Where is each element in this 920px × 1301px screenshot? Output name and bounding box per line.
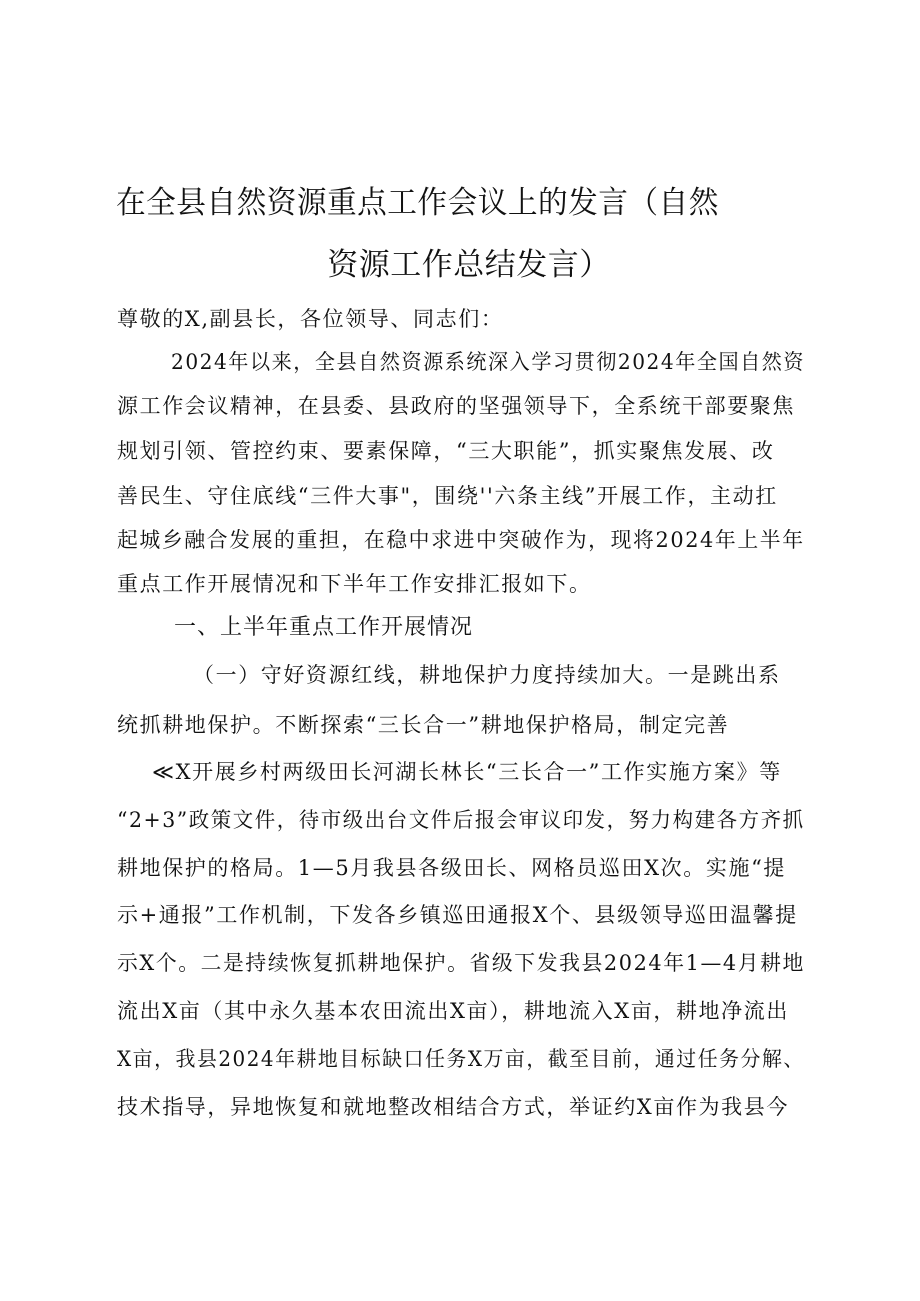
para1-line-3: 规划引领、管控约束、要素保障，“三大职能”，抓实聚焦发展、改 [117, 439, 775, 463]
title-line-2: 资源工作总结发言） [327, 247, 611, 283]
para2-line-1: （一）守好资源红线，耕地保护力度持续加大。一是跳出系 [193, 663, 781, 687]
para2-line-7: 示X个。二是持续恢复抓耕地保护。省级下发我县2024年1—4月耕地 [117, 951, 805, 975]
para1-line-4: 善民生、守住底线“三件大事"，围绕''六条主线”开展工作，主动扛 [117, 484, 778, 508]
para2-line-10: 技术指导，异地恢复和就地整改相结合方式，举证约X亩作为我县今 [117, 1095, 789, 1119]
title-line-1: 在全县自然资源重点工作会议上的发言（自然 [116, 185, 719, 221]
para2-line-5: 耕地保护的格局。1—5月我县各级田长、网格员巡田X次。实施“提 [117, 856, 787, 880]
para1-line-1: 2024年以来，全县自然资源系统深入学习贯彻2024年全国自然资 [171, 350, 806, 374]
para2-line-8: 流出X亩（其中永久基本农田流出X亩），耕地流入X亩，耕地净流出 [117, 999, 789, 1023]
salutation: 尊敬的X,副县长，各位领导、同志们： [117, 307, 504, 331]
para1-line-2: 源工作会议精神，在县委、县政府的坚强领导下，全系统干部要聚焦 [117, 394, 795, 418]
para1-line-5: 起城乡融合发展的重担，在稳中求进中突破作为，现将2024年上半年 [117, 528, 805, 552]
para2-line-4: “2+3”政策文件，待市级出台文件后报会审议印发，努力构建各方齐抓 [117, 808, 805, 832]
para2-line-9: X亩，我县2024年耕地目标缺口任务X万亩，截至目前，通过任务分解、 [117, 1047, 805, 1071]
section-1-heading: 一、上半年重点工作开展情况 [174, 615, 474, 640]
para1-line-6: 重点工作开展情况和下半年工作安排汇报如下。 [117, 572, 592, 596]
para2-line-6: 示+通报”工作机制，下发各乡镇巡田通报X个、县级领导巡田温馨提 [117, 903, 798, 927]
para2-line-3: ≪X开展乡村两级田长河湖长林长“三长合一”工作实施方案》等 [152, 760, 782, 784]
para2-line-2: 统抓耕地保护。不断探索“三长合一”耕地保护格局，制定完善 [117, 713, 730, 737]
